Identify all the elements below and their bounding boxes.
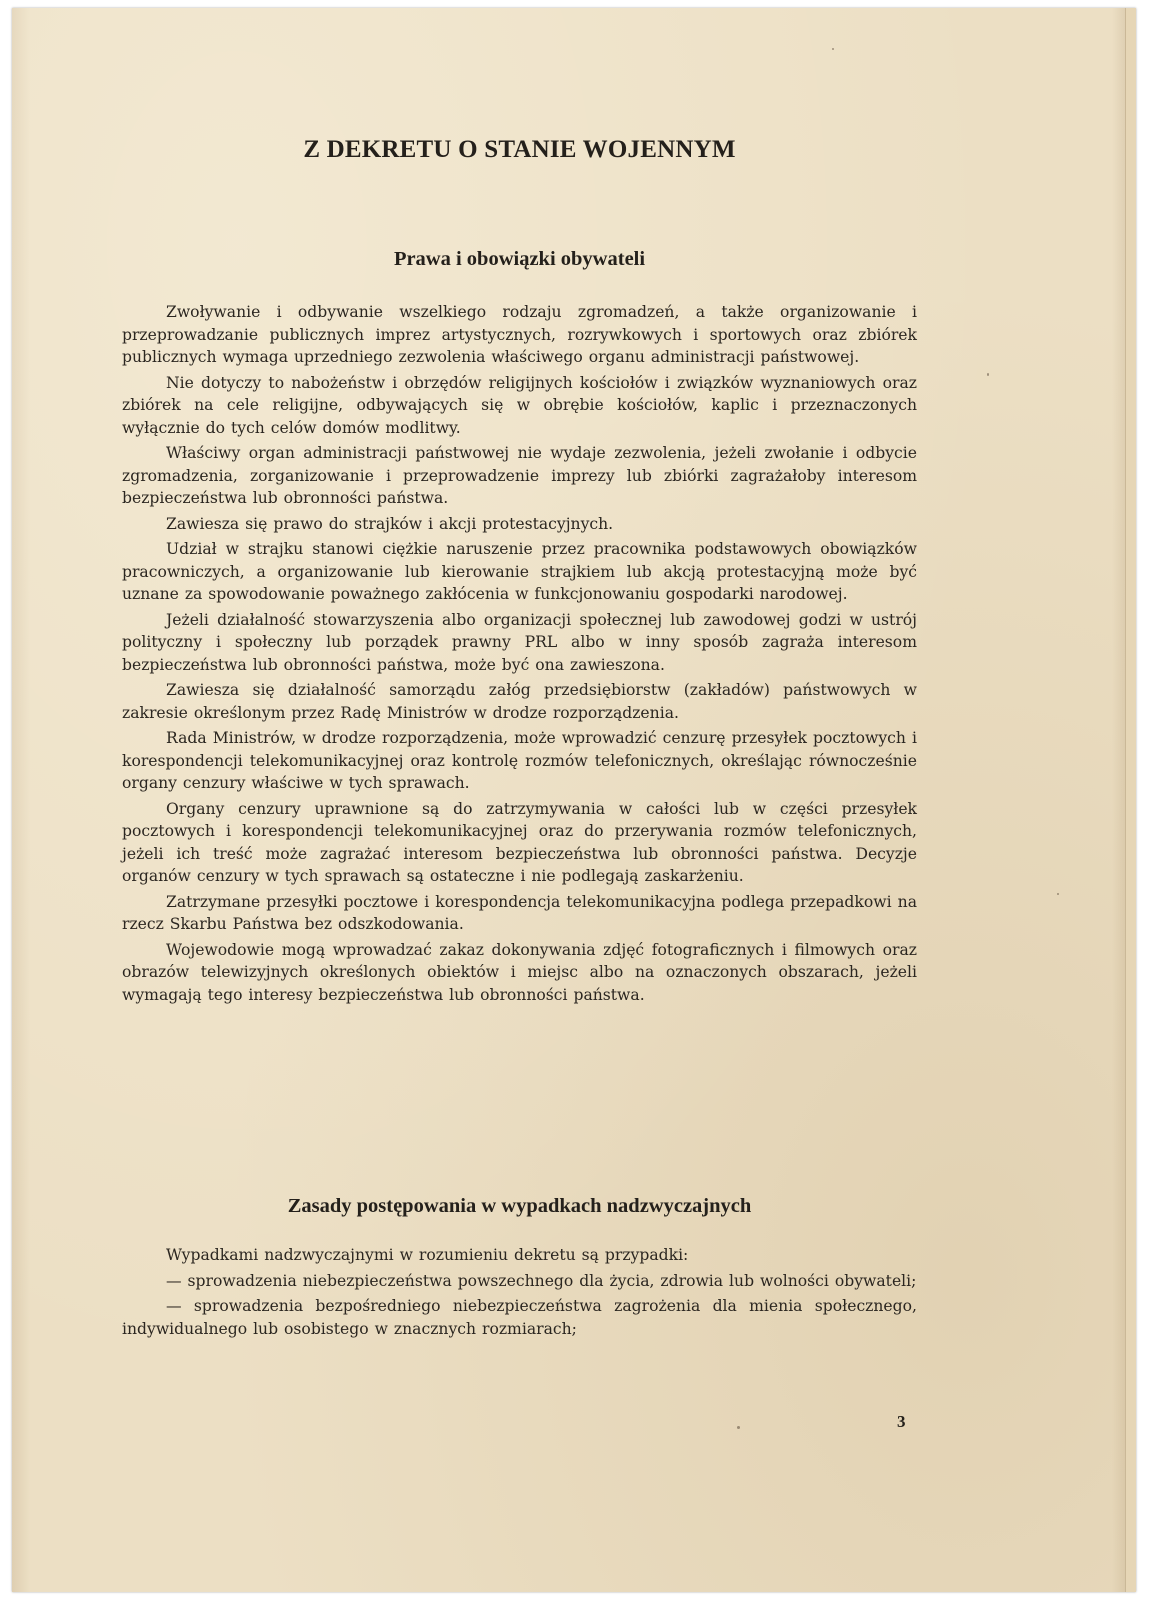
paragraph: Udział w strajku stanowi ciężkie naruszenie przez pracownika podstawowych obowiązków pracowniczych, a organizowanie lub kierowanie strajkiem lub akcją protestacyjną może być uznane za spowodowanie poważnego zakłócenia w funkcjonowaniu gospodarki narodowej.	[122, 540, 917, 603]
paragraph: Zawiesza się działalność samorządu załóg przedsiębiorstw (zakładów) państwowych w zakresie określonym przez Radę Ministrów w drodze rozporządzenia.	[122, 681, 917, 722]
document-title: Z DEKRETU O STANIE WOJENNYM	[303, 136, 736, 163]
paper-sheet	[12, 8, 1136, 1592]
section-body-rights	[122, 301, 917, 1009]
section-heading-rights: Prawa i obowiązki obywateli	[393, 248, 646, 270]
page-number: 3	[897, 1412, 906, 1431]
paragraph: — sprowadzenia bezpośredniego niebezpieczeństwa zagrożenia dla mienia społecznego, indywidualnego lub osobistego w znacznych rozmiarach;	[122, 1297, 917, 1338]
paragraph: Rada Ministrów, w drodze rozporządzenia, może wprowadzić cenzurę przesyłek pocztowych i korespondencji telekomunikacyjnej oraz kontrolę rozmów telefonicznych, określając równocześnie organy cenzury właściwe w tych sprawach.	[122, 729, 917, 792]
section-heading-emergencies: Zasady postępowania w wypadkach nadzwyczajnych	[287, 1195, 752, 1217]
paper-speck	[832, 48, 834, 50]
paragraph: Jeżeli działalność stowarzyszenia albo organizacji społecznej lub zawodowej godzi w ustrój polityczny i społeczny lub porządek prawny PRL albo w inny sposób zagraża interesom bezpieczeństwa lub obronności państwa, może być ona zawieszona.	[122, 610, 917, 674]
paragraph: Wojewodowie mogą wprowadzać zakaz dokonywania zdjęć fotograficznych i filmowych oraz obrazów telewizyjnych określonych obiektów i miejsc albo na oznaczonych obszarach, jeżeli wymagają tego interesy bezpieczeństwa lub obronności państwa.	[122, 940, 917, 1004]
paragraph: — sprowadzenia niebezpieczeństwa powszechnego dla życia, zdrowia lub wolności obywateli;	[166, 1271, 917, 1290]
paragraph: Zwoływanie i odbywanie wszelkiego rodzaju zgromadzeń, a także organizowanie i przeprowadzanie publicznych imprez artystycznych, rozrywkowych i sportowych oraz zbiórek publicznych wymaga uprzedniego zezwolenia właściwego organu administracji państwowej.	[122, 303, 917, 366]
section-body-emergencies	[122, 1244, 917, 1343]
paragraph: Nie dotyczy to nabożeństw i obrzędów religijnych kościołów i związków wyznaniowych oraz zbiórek na cele religijne, odbywających się w obrębie kościołów, kaplic i przeznaczonych wyłącznie do tych celów domów modlitwy.	[122, 373, 917, 437]
paper-speck	[1057, 893, 1059, 895]
paragraph: Właściwy organ administracji państwowej nie wydaje zezwolenia, jeżeli zwołanie i odbycie zgromadzenia, zorganizowanie i przeprowadzenie imprezy lub zbiórki zagrażałoby interesom bezpieczeństwa lub obronności państwa.	[122, 444, 917, 507]
paragraph: Zawiesza się prawo do strajków i akcji protestacyjnych.	[166, 514, 614, 533]
paragraph: Wypadkami nadzwyczajnymi w rozumieniu dekretu są przypadki:	[166, 1246, 689, 1264]
paper-speck	[987, 373, 989, 376]
paper-speck	[737, 1426, 740, 1429]
paragraph: Zatrzymane przesyłki pocztowe i korespondencja telekomunikacyjna podlega przepadkowi na rzecz Skarbu Państwa bez odszkodowania.	[122, 892, 917, 933]
paper-edge	[1125, 8, 1136, 1592]
paragraph: Organy cenzury uprawnione są do zatrzymywania w całości lub w części przesyłek pocztowych i korespondencji telekomunikacyjnej oraz do przerywania rozmów telefonicznych, jeżeli ich treść może zagrażać interesom bezpieczeństwa lub obronności państwa. Decyzje organów cenzury w tych sprawach są ostateczne i nie podlegają zaskarżeniu.	[122, 799, 917, 885]
